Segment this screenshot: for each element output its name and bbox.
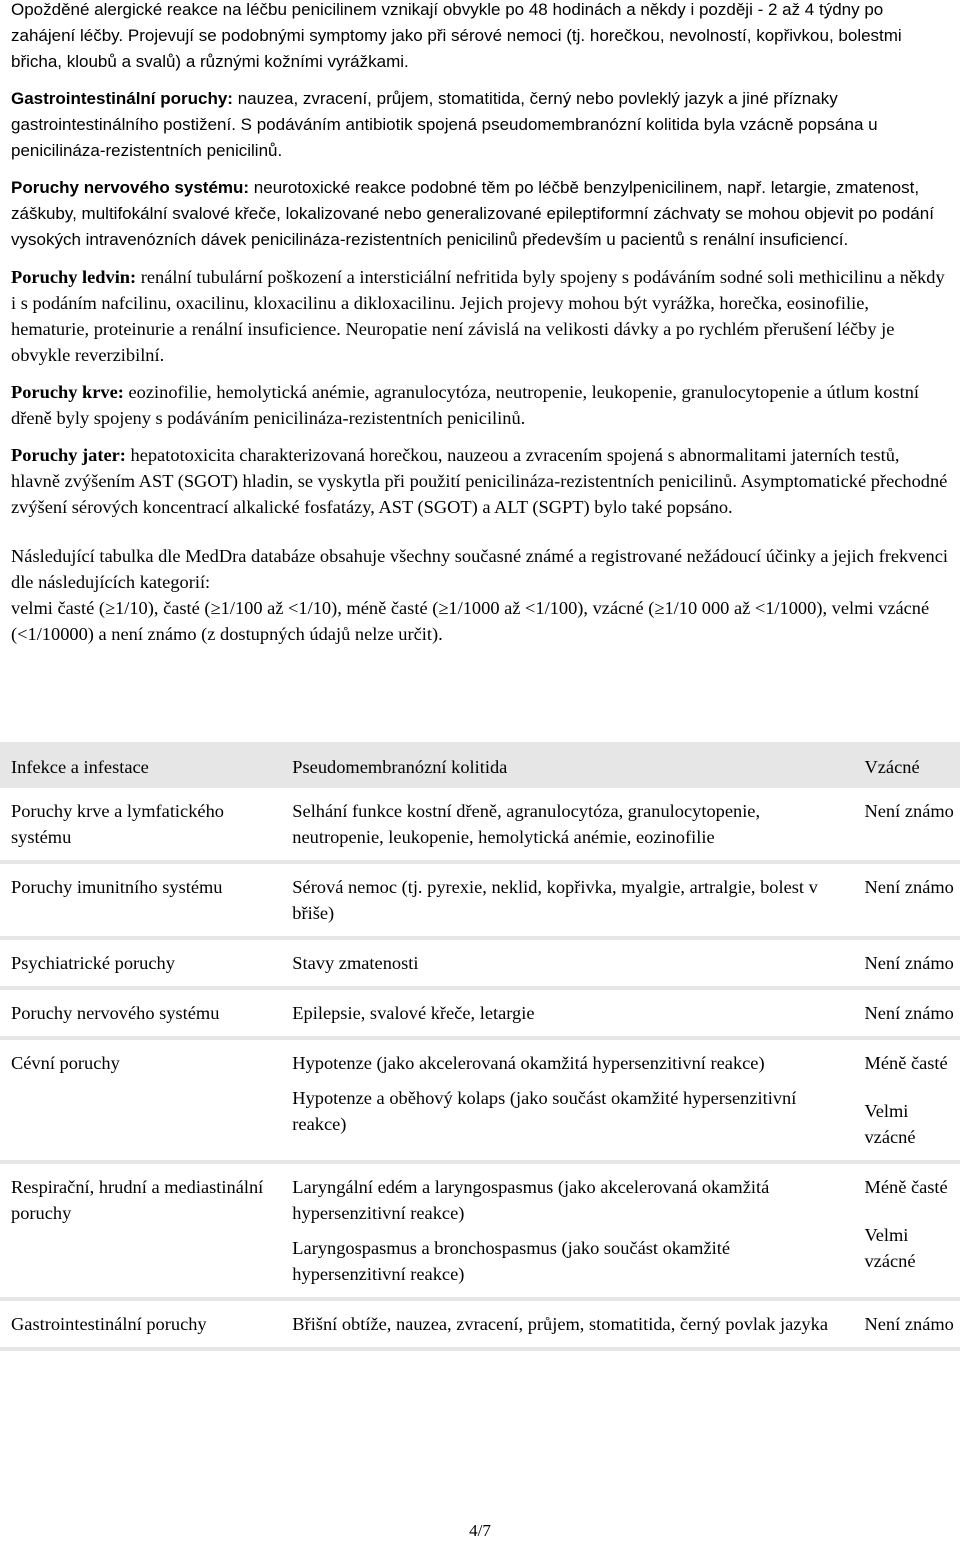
- system-organ-class-cell: Poruchy nervového systému: [0, 990, 281, 1036]
- frequency-cell: Vzácné: [853, 740, 960, 784]
- adverse-effect-cell: Pseudomembranózní kolitida: [281, 740, 853, 784]
- liver-heading: Poruchy jater:: [11, 445, 126, 465]
- renal-text: renální tubulární poškození a intersticiální nefritida byly spojeny s podáváním sodné soli methicilinu a někdy i s podáním nafcilinu, oxacilinu, kloxacilinu a dikloxacilinu. Jejich projevy mohou být vyrážka, horečka, eosinofilie, hematurie, proteinurie a renální insuficience. Neuropatie není závislá na velikosti dávky a po rychlém přerušení léčby je obvykle reverzibilní.: [11, 267, 945, 365]
- frequency-cell: Není známo: [853, 788, 960, 860]
- gastrointestinal-paragraph: [11, 86, 951, 164]
- liver-paragraph: [11, 442, 951, 520]
- system-organ-class-cell: Cévní poruchy: [0, 1040, 281, 1160]
- blood-paragraph: [11, 379, 951, 431]
- adverse-effect-cell: Sérová nemoc (tj. pyrexie, neklid, kopřivka, myalgie, artralgie, bolest v břiše): [281, 864, 853, 936]
- system-organ-class-cell: Psychiatrické poruchy: [0, 940, 281, 986]
- frequency-item: Velmi vzácné: [864, 1225, 916, 1271]
- adverse-effect-item: Hypotenze (jako akcelerovaná okamžitá hypersenzitivní reakce): [292, 1053, 765, 1073]
- adverse-effect-item: Laryngospasmus a bronchospasmus (jako součást okamžité hypersenzitivní reakce): [292, 1238, 730, 1284]
- page-number: 4/7: [469, 1521, 491, 1540]
- frequency-item: Méně časté: [864, 1053, 948, 1073]
- system-organ-class-cell: Gastrointestinální poruchy: [0, 1301, 281, 1347]
- frequency-item: Velmi vzácné: [864, 1101, 916, 1147]
- table-row: [0, 940, 960, 986]
- adverse-effects-table: [0, 740, 960, 1351]
- nervous-system-heading: Poruchy nervového systému:: [11, 178, 250, 197]
- system-organ-class-cell: Poruchy imunitního systému: [0, 864, 281, 936]
- frequency-item: Méně časté: [864, 1177, 948, 1197]
- adverse-effect-cell: [281, 1164, 853, 1297]
- blood-text: eozinofilie, hemolytická anémie, agranulocytóza, neutropenie, leukopenie, granulocytopenie a útlum kostní dřeně byly spojeny s podáváním penicilináza-rezistentních penicilinů.: [11, 382, 920, 428]
- nervous-system-text: neurotoxické reakce podobné těm po léčbě benzylpenicilinem, např. letargie, zmatenost, záškuby, multifokální svalové křeče, lokalizované nebo generalizované epileptiformní záchvaty se mohou objevit po podání vysokých intravenózních dávek penicilináza-rezistentních penicilinů především u pacientů s renální insuficiencí.: [11, 178, 934, 249]
- frequency-cell: [853, 1040, 960, 1160]
- frequency-cell: Není známo: [853, 990, 960, 1036]
- table-row: [0, 740, 960, 784]
- frequency-cell: Není známo: [853, 864, 960, 936]
- table-row: [0, 1301, 960, 1347]
- blood-heading: Poruchy krve:: [11, 382, 124, 402]
- system-organ-class-cell: Infekce a infestace: [0, 740, 281, 784]
- adverse-effect-cell: [281, 1040, 853, 1160]
- adverse-effect-item: Laryngální edém a laryngospasmus (jako akcelerovaná okamžitá hypersenzitivní reakce): [292, 1177, 770, 1223]
- adverse-effect-item: Hypotenze a oběhový kolaps (jako součást okamžité hypersenzitivní reakce): [292, 1088, 797, 1134]
- adverse-effect-cell: Břišní obtíže, nauzea, zvracení, průjem, stomatitida, černý povlak jazyka: [281, 1301, 853, 1347]
- liver-text: hepatotoxicita charakterizovaná horečkou, nauzeou a zvracením spojená s abnormalitami jaterních testů, hlavně zvýšením AST (SGOT) hladin, se vyskytla při použití penicilináza-rezistentních penicilinů. Asymptomatické přechodné zvýšení sérových koncentrací alkalické fosfatázy, AST (SGOT) a ALT (SGPT) bylo také popsáno.: [11, 445, 948, 517]
- system-organ-class-cell: Respirační, hrudní a mediastinální poruchy: [0, 1164, 281, 1297]
- document-page: [11, 0, 951, 647]
- table-row: [0, 788, 960, 860]
- delayed-reactions-paragraph: Opožděné alergické reakce na léčbu penicilinem vznikají obvykle po 48 hodinách a někdy i později - 2 až 4 týdny po zahájení léčby. Projevují se podobnými symptomy jako při sérové nemoci (tj. horečkou, nevolností, kopřivkou, bolestmi břicha, kloubů a svalů) a různými kožními vyrážkami.: [11, 0, 902, 71]
- frequency-cell: [853, 1164, 960, 1297]
- renal-paragraph: [11, 264, 951, 368]
- table-row: [0, 1164, 960, 1297]
- system-organ-class-cell: Poruchy krve a lymfatického systému: [0, 788, 281, 860]
- frequency-cell: Není známo: [853, 1301, 960, 1347]
- frequency-categories-paragraph: velmi časté (≥1/10), časté (≥1/100 až <1/10), méně časté (≥1/1000 až <1/100), vzácné (≥1/10 000 až <1/1000), velmi vzácné (<1/10000) a není známo (z dostupných údajů nelze určit).: [11, 598, 930, 644]
- table-intro-paragraph: Následující tabulka dle MedDra databáze obsahuje všechny současné známé a registrované nežádoucí účinky a jejich frekvenci dle následujících kategorií:: [11, 546, 949, 592]
- table-row: [0, 864, 960, 936]
- table-row: [0, 990, 960, 1036]
- nervous-system-paragraph: [11, 175, 951, 253]
- row-separator: [0, 1347, 960, 1351]
- adverse-effect-cell: Stavy zmatenosti: [281, 940, 853, 986]
- table-row: [0, 1040, 960, 1160]
- frequency-cell: Není známo: [853, 940, 960, 986]
- gastrointestinal-text: nauzea, zvracení, průjem, stomatitida, černý nebo povleklý jazyk a jiné příznaky gastrointestinálního postižení. S podáváním antibiotik spojená pseudomembranózní kolitida byla vzácně popsána u penicilináza-rezistentních penicilinů.: [11, 89, 878, 160]
- adverse-effect-cell: Selhání funkce kostní dřeně, agranulocytóza, granulocytopenie, neutropenie, leukopenie, hemolytická anémie, eozinofilie: [281, 788, 853, 860]
- renal-heading: Poruchy ledvin:: [11, 267, 137, 287]
- gastrointestinal-heading: Gastrointestinální poruchy:: [11, 89, 233, 108]
- adverse-effect-cell: Epilepsie, svalové křeče, letargie: [281, 990, 853, 1036]
